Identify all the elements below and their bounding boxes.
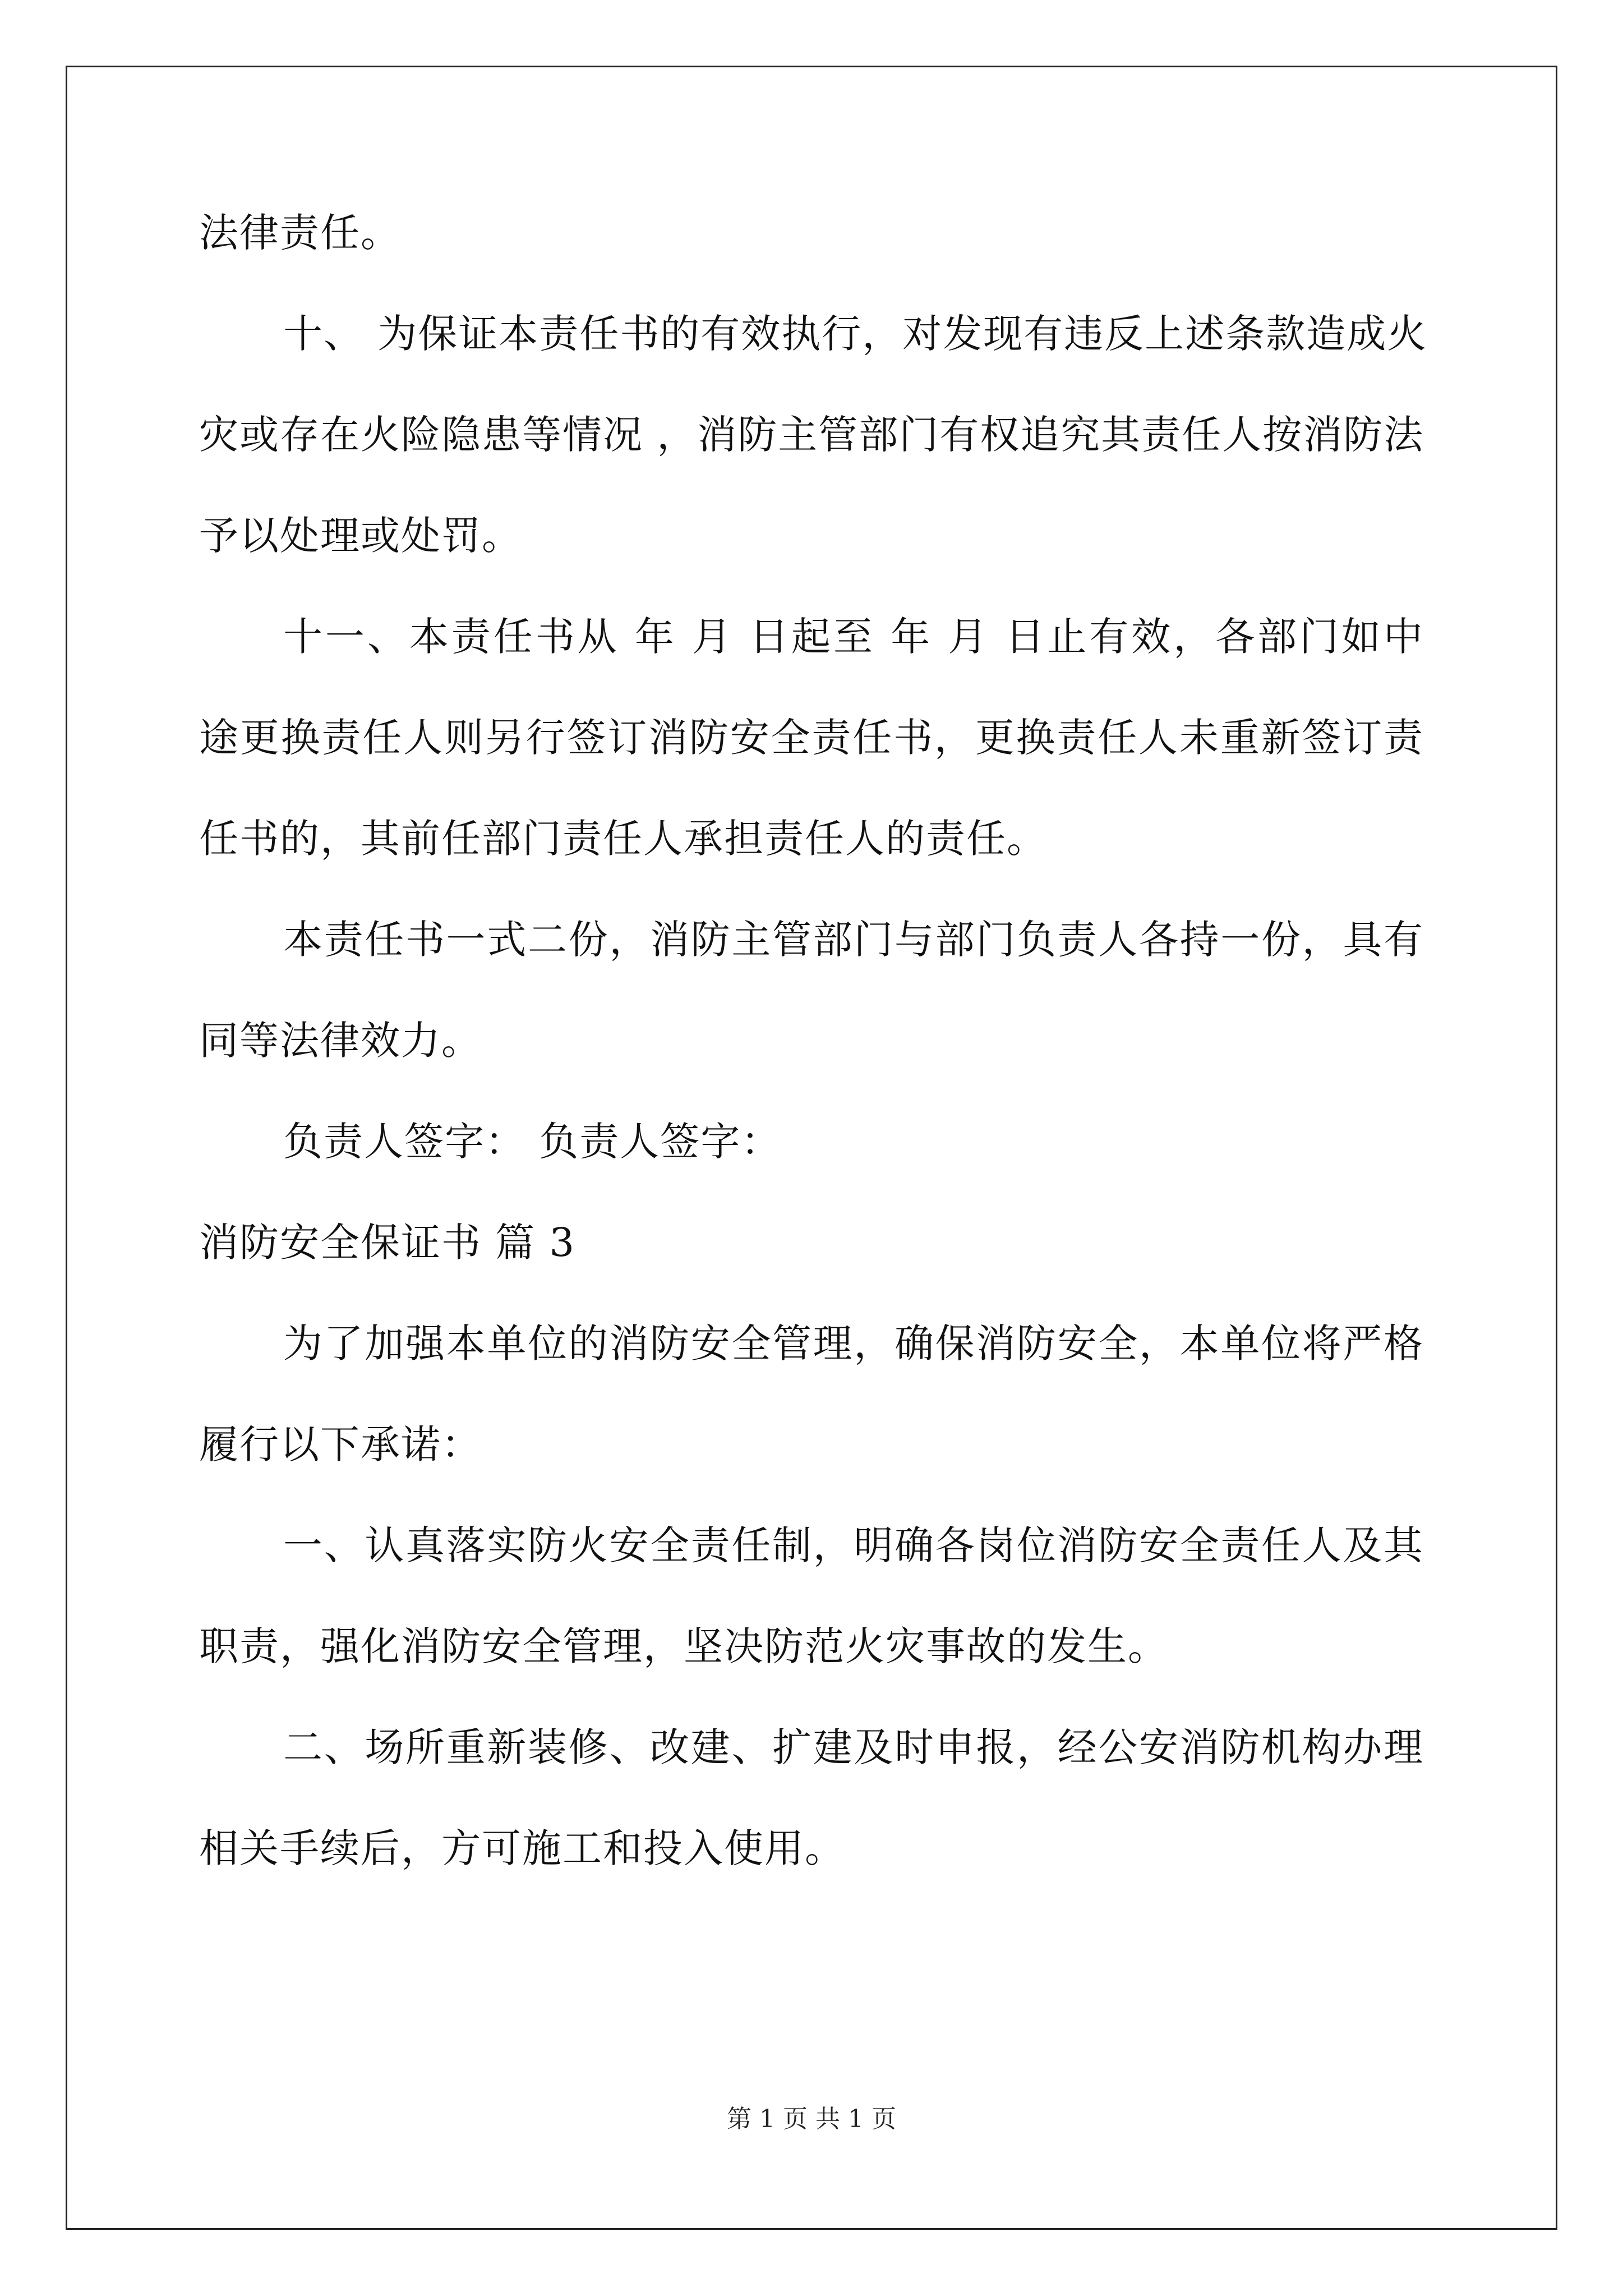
text-line: 本责任书一式二份，消防主管部门与部门负责人各持一份，具有	[283, 917, 1424, 963]
text-line: 灾或存在火险隐患等情况 ，消防主管部门有权追究其责任人按消防法	[199, 412, 1424, 458]
section-heading: 消防安全保证书 篇 3	[199, 1220, 576, 1266]
text-line: 十一、本责任书从 年 月 日起至 年 月 日止有效，各部门如中	[283, 614, 1424, 660]
text-line: 途更换责任人则另行签订消防安全责任书，更换责任人未重新签订责	[199, 715, 1424, 761]
signature-line: 负责人签字： 负责人签字：	[283, 1119, 782, 1165]
text-line: 予以处理或处罚。	[199, 513, 522, 559]
text-line: 同等法律效力。	[199, 1018, 482, 1064]
text-line: 法律责任。	[199, 210, 401, 256]
text-line: 相关手续后，方可施工和投入使用。	[199, 1825, 845, 1871]
text-line: 为了加强本单位的消防安全管理，确保消防安全，本单位将严格	[283, 1320, 1424, 1366]
text-line: 一、认真落实防火安全责任制，明确各岗位消防安全责任人及其	[283, 1522, 1424, 1568]
text-line: 履行以下承诺：	[199, 1421, 482, 1467]
text-line: 二、场所重新装修、改建、扩建及时申报，经公安消防机构办理	[283, 1724, 1424, 1770]
text-line: 十、 为保证本责任书的有效执行，对发现有违反上述条款造成火	[283, 311, 1428, 357]
text-line: 任书的，其前任部门责任人承担责任人的责任。	[199, 816, 1047, 862]
page-footer: 第 1 页 共 1 页	[727, 2105, 896, 2133]
text-line: 职责，强化消防安全管理，坚决防范火灾事故的发生。	[199, 1623, 1168, 1669]
